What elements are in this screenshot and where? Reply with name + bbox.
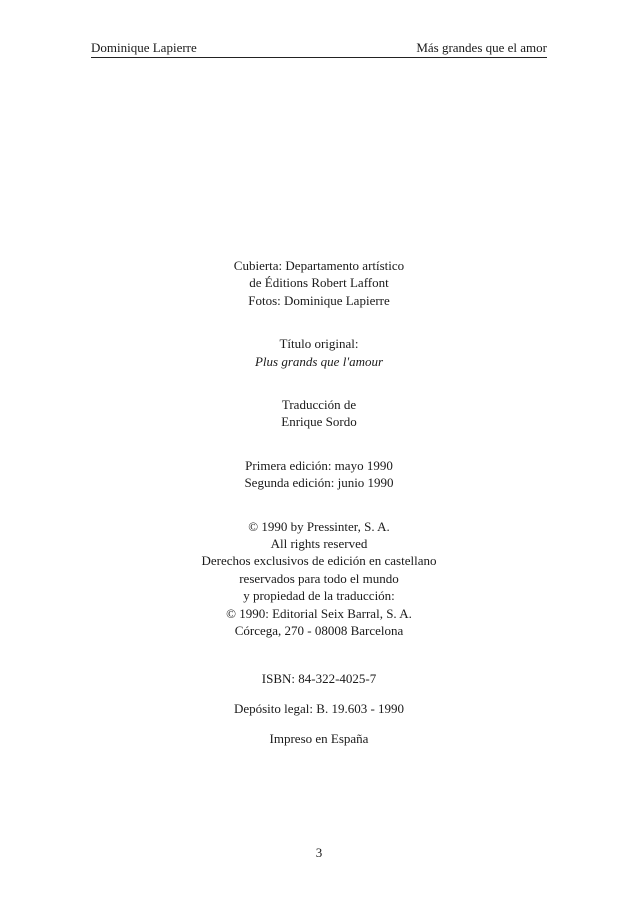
legal-deposit: Depósito legal: B. 19.603 - 1990 xyxy=(233,700,405,716)
spacer xyxy=(91,687,547,700)
header-book-title: Más grandes que el amor xyxy=(416,40,547,55)
rights-line: Córcega, 270 - 08008 Barcelona xyxy=(234,623,404,639)
translation-label: Traducción de xyxy=(281,397,357,413)
spacer xyxy=(91,370,547,396)
cover-credit-line: Cubierta: Departamento artístico xyxy=(233,258,405,273)
header-author: Dominique Lapierre xyxy=(91,40,197,55)
rights-line: © 1990 by Pressinter, S. A. xyxy=(248,518,390,534)
photo-credit-line: Fotos: Dominique Lapierre xyxy=(248,292,390,308)
original-title-label: Título original: xyxy=(279,336,359,352)
rights-line: All rights reserved xyxy=(270,536,368,552)
printed-in: Impreso en España xyxy=(269,731,369,747)
spacer xyxy=(91,717,547,730)
page-number: 3 xyxy=(315,845,323,860)
rights-line: © 1990: Editorial Seix Barral, S. A. xyxy=(226,605,412,621)
copyright-credits xyxy=(91,257,547,748)
running-header xyxy=(91,40,547,58)
edition-line: Segunda edición: junio 1990 xyxy=(244,475,394,491)
spacer xyxy=(91,431,547,457)
translator-name: Enrique Sordo xyxy=(281,414,357,430)
edition-line: Primera edición: mayo 1990 xyxy=(245,457,393,473)
original-title: Plus grands que l'amour xyxy=(254,353,384,369)
rights-line: reservados para todo el mundo xyxy=(239,570,399,586)
rights-line: Derechos exclusivos de edición en castellano xyxy=(201,553,437,569)
spacer xyxy=(91,309,547,335)
cover-credit-line: de Éditions Robert Laffont xyxy=(249,275,389,291)
rights-line: y propiedad de la traducción: xyxy=(243,588,395,604)
isbn: ISBN: 84-322-4025-7 xyxy=(261,670,377,686)
spacer xyxy=(91,492,547,518)
spacer xyxy=(91,640,547,670)
